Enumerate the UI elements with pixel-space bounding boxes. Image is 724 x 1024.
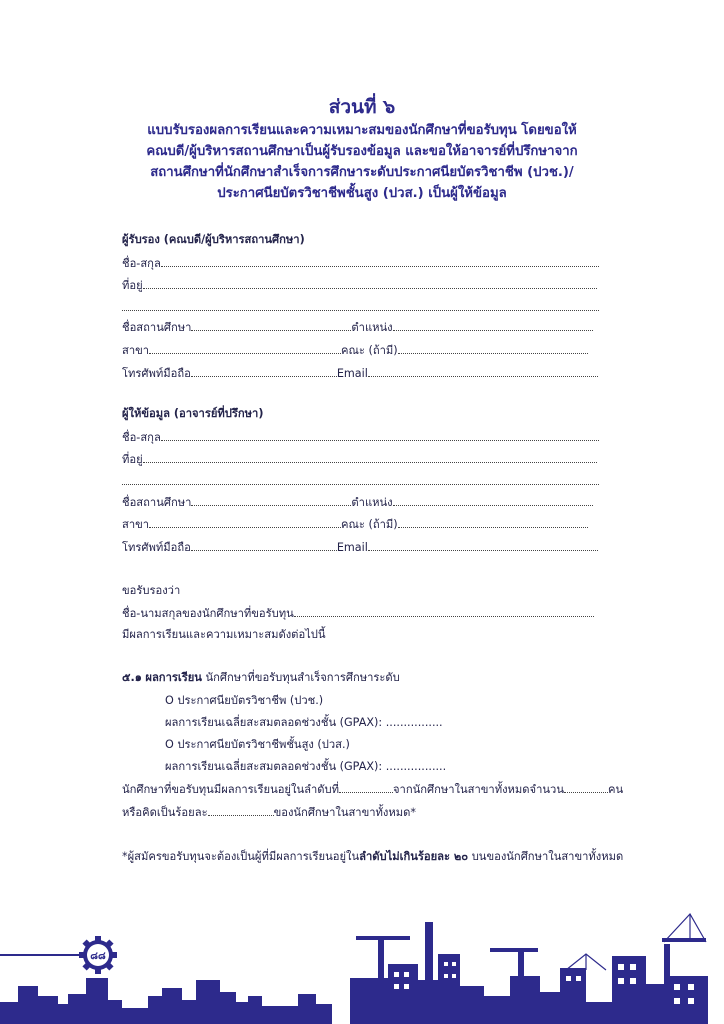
rank-row <box>122 782 623 797</box>
informant-phone-field[interactable] <box>191 540 337 551</box>
subtitle-line: คณบดี/ผู้บริหารสถานศึกษาเป็นผู้รับรองข้อมูล และขอให้อาจารย์ที่ปรึกษาจาก <box>146 144 578 159</box>
results-heading-bold: ผลการเรียน <box>145 671 202 684</box>
certifier-faculty-field[interactable] <box>398 343 588 354</box>
rank-unit: คน <box>607 783 624 796</box>
certifier-address-label: ที่อยู่ <box>122 279 143 292</box>
certifier-institution-field[interactable] <box>191 320 351 331</box>
informant-institution-row <box>122 495 593 510</box>
informant-branch-row <box>122 517 588 532</box>
informant-branch-label: สาขา <box>122 518 150 531</box>
footnote-text-a: *ผู้สมัครขอรับทุนจะต้องเป็นผู้ที่มีผลการเรียนอยู่ใน <box>122 850 360 863</box>
certifier-email-field[interactable] <box>368 366 598 377</box>
footnote-emphasis: ลำดับไม่เกินร้อยละ ๒๐ <box>359 850 469 863</box>
certifier-institution-row <box>122 320 593 335</box>
option-higher-vocational-certificate[interactable]: O ประกาศนียบัตรวิชาชีพชั้นสูง (ปวส.) <box>165 738 350 751</box>
student-name-label: ชื่อ-นามสกุลของนักศึกษาที่ขอรับทุน <box>122 607 294 620</box>
subtitle-line: สถานศึกษาที่นักศึกษาสำเร็จการศึกษาระดับประกาศนียบัตรวิชาชีพ (ปวช.)/ <box>150 165 574 180</box>
percent-row <box>122 805 416 820</box>
rank-total-field[interactable] <box>564 782 608 793</box>
percent-suffix: ของนักศึกษาในสาขาทั้งหมด* <box>273 806 416 819</box>
informant-faculty-field[interactable] <box>398 517 588 528</box>
informant-title: ผู้ให้ข้อมูล (อาจารย์ที่ปรึกษา) <box>122 407 264 420</box>
option-vocational-certificate[interactable]: O ประกาศนียบัตรวิชาชีพ (ปวช.) <box>165 694 324 707</box>
gpax-higher-vocational: ผลการเรียนเฉลี่ยสะสมตลอดช่วงชั้น (GPAX): ................. <box>165 760 447 773</box>
certifier-branch-row <box>122 343 588 358</box>
informant-address-field-2[interactable] <box>122 484 599 485</box>
certifier-phone-label: โทรศัพท์มือถือ <box>122 367 191 380</box>
student-name-row <box>122 606 594 621</box>
section-subtitle <box>100 120 624 204</box>
results-heading <box>122 671 400 685</box>
certifier-address-field[interactable] <box>143 278 597 289</box>
certify-intro: ขอรับรองว่า <box>122 584 181 597</box>
certifier-name-row <box>122 256 599 271</box>
informant-address-row <box>122 452 597 467</box>
subtitle-line: แบบรับรองผลการเรียนและความเหมาะสมของนักศึกษาที่ขอรับทุน โดยขอให้ <box>147 123 577 138</box>
city-skyline-illustration <box>0 884 724 1024</box>
results-heading-text: นักศึกษาที่ขอรับทุนสำเร็จการศึกษาระดับ <box>205 671 400 684</box>
student-name-field[interactable] <box>294 606 594 617</box>
informant-institution-label: ชื่อสถานศึกษา <box>122 496 192 509</box>
rank-label: นักศึกษาที่ขอรับทุนมีผลการเรียนอยู่ในลำดับที่ <box>122 783 339 796</box>
percent-label: หรือคิดเป็นร้อยละ <box>122 806 208 819</box>
certifier-phone-field[interactable] <box>191 366 337 377</box>
informant-email-label: Email <box>336 541 368 554</box>
informant-address-label: ที่อยู่ <box>122 453 143 466</box>
footnote-text-c: บนของนักศึกษาในสาขาทั้งหมด <box>468 850 624 863</box>
informant-name-label: ชื่อ-สกุล <box>122 431 161 444</box>
page-number: ๘๘ <box>90 951 106 962</box>
section-heading: ส่วนที่ ๖ <box>328 96 396 118</box>
subtitle-line: ประกาศนียบัตรวิชาชีพชั้นสูง (ปวส.) เป็นผู้ให้ข้อมูล <box>217 186 507 201</box>
gpax-vocational: ผลการเรียนเฉลี่ยสะสมตลอดช่วงชั้น (GPAX): ................ <box>165 716 443 729</box>
certifier-name-label: ชื่อ-สกุล <box>122 257 161 270</box>
certify-statement: มีผลการเรียนและความเหมาะสมดังต่อไปนี้ <box>122 628 326 641</box>
informant-faculty-label: คณะ (ถ้ามี) <box>341 518 398 531</box>
certifier-faculty-label: คณะ (ถ้ามี) <box>341 344 398 357</box>
informant-institution-field[interactable] <box>191 495 351 506</box>
informant-name-row <box>122 430 599 445</box>
informant-branch-field[interactable] <box>149 517 341 528</box>
certifier-title: ผู้รับรอง (คณบดี/ผู้บริหารสถานศึกษา) <box>122 233 305 246</box>
certifier-position-field[interactable] <box>393 320 593 331</box>
informant-position-label: ตำแหน่ง <box>351 496 393 509</box>
certifier-institution-label: ชื่อสถานศึกษา <box>122 321 192 334</box>
footnote <box>122 850 623 864</box>
informant-name-field[interactable] <box>161 430 599 441</box>
informant-position-field[interactable] <box>393 495 593 506</box>
percent-field[interactable] <box>208 805 274 816</box>
informant-phone-row <box>122 540 598 555</box>
certifier-branch-field[interactable] <box>149 343 341 354</box>
certifier-phone-row <box>122 366 598 381</box>
results-number: ๕.๑ <box>122 671 142 684</box>
certifier-email-label: Email <box>336 367 368 380</box>
informant-phone-label: โทรศัพท์มือถือ <box>122 541 191 554</box>
informant-address-field[interactable] <box>143 452 597 463</box>
footer-line <box>0 954 80 956</box>
rank-total-label: จากนักศึกษาในสาขาทั้งหมดจำนวน <box>392 783 564 796</box>
certifier-position-label: ตำแหน่ง <box>351 321 393 334</box>
certifier-branch-label: สาขา <box>122 344 150 357</box>
certifier-name-field[interactable] <box>161 256 599 267</box>
certifier-address-row <box>122 278 597 293</box>
certifier-address-field-2[interactable] <box>122 310 599 311</box>
informant-email-field[interactable] <box>368 540 598 551</box>
rank-field[interactable] <box>339 782 393 793</box>
